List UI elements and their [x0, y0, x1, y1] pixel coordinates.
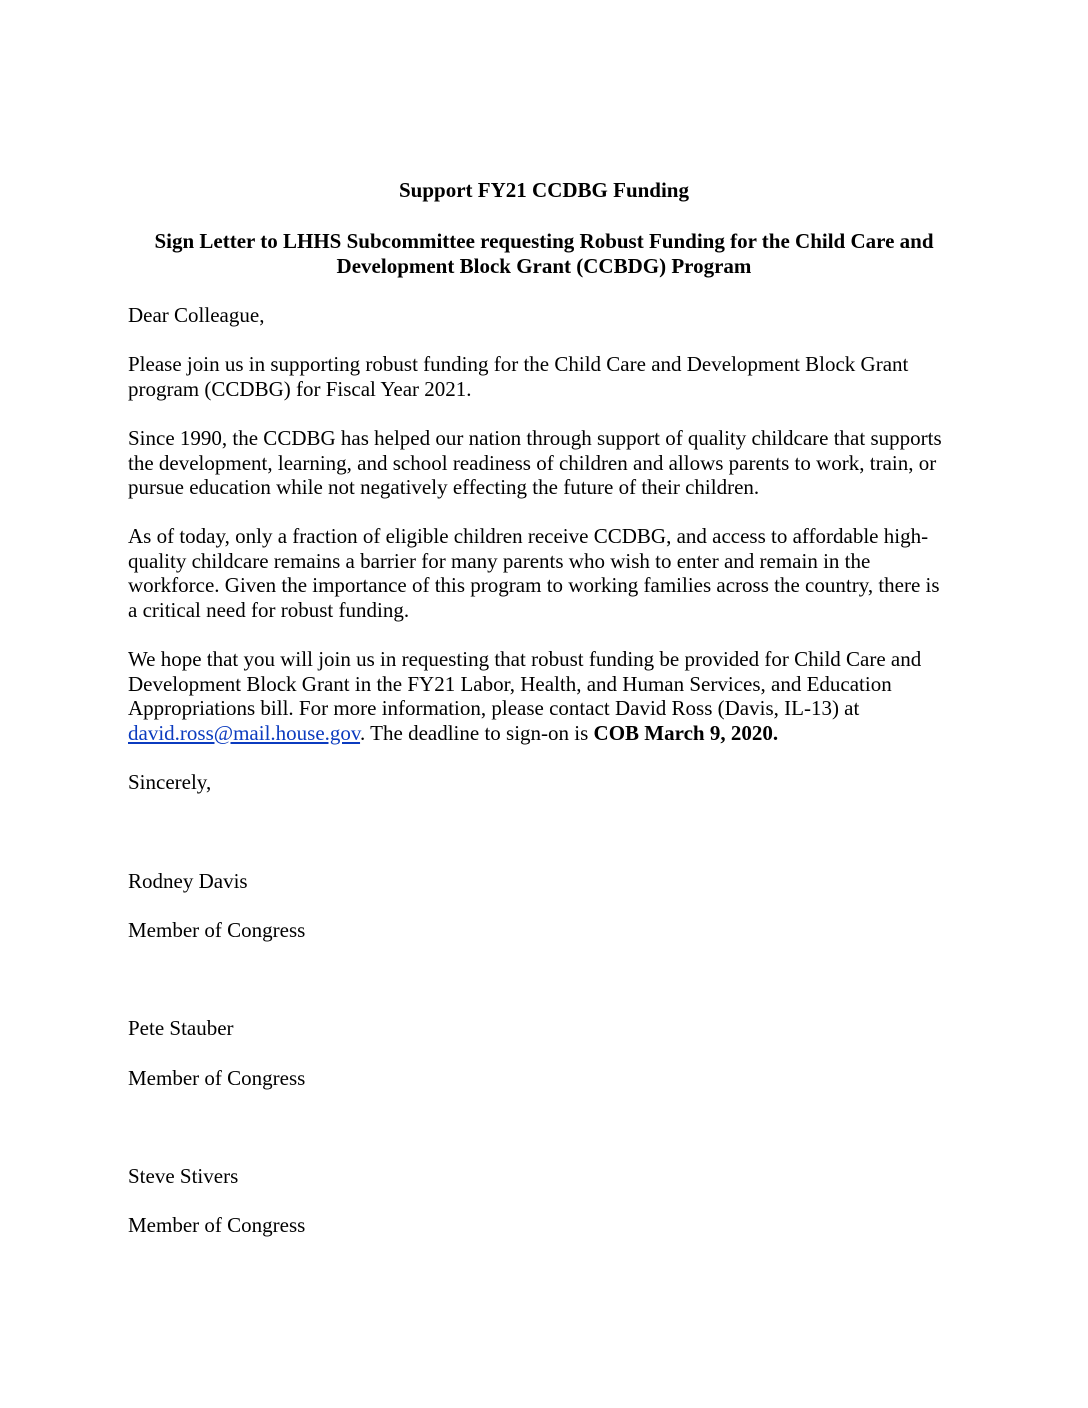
salutation: Dear Colleague,: [128, 303, 265, 327]
page-subtitle: [0, 229, 1088, 278]
paragraph-need: [128, 524, 968, 622]
paragraph-line: Development Block Grant in the FY21 Labor, Health, and Human Services, and Education: [128, 671, 892, 696]
page-title: Support FY21 CCDBG Funding: [399, 178, 689, 202]
paragraph-line: pursue education while not negatively effecting the future of their children.: [128, 475, 760, 499]
signatory-name: Pete Stauber: [128, 1016, 234, 1040]
paragraph-history: [128, 426, 968, 500]
subtitle-line: Sign Letter to LHHS Subcommittee requesting Robust Funding for the Child Care and: [154, 229, 934, 253]
signatory-title: Member of Congress: [128, 1213, 306, 1237]
paragraph-line: We hope that you will join us in requesting that robust funding be provided for Child Care and: [128, 647, 922, 671]
signatory-title: Member of Congress: [128, 1066, 306, 1090]
deadline-text: . The deadline to sign-on is: [360, 720, 594, 745]
paragraph-line: the development, learning, and school readiness of children and allows parents to work, train, or: [128, 450, 937, 475]
paragraph-line: Please join us in supporting robust funding for the Child Care and Development Block Grant: [128, 352, 909, 376]
signatory-name: Rodney Davis: [128, 869, 248, 893]
signatory-name: Steve Stivers: [128, 1164, 239, 1188]
paragraph-line: As of today, only a fraction of eligible children receive CCDBG, and access to affordable high-: [128, 524, 929, 548]
paragraph-line-contact: [128, 721, 968, 746]
paragraph-line: Appropriations bill. For more information, please contact David Ross (Davis, IL-13) at: [128, 696, 860, 720]
paragraph-line: quality childcare remains a barrier for many parents who wish to enter and remain in the: [128, 548, 871, 573]
paragraph-line: a critical need for robust funding.: [128, 597, 410, 622]
paragraph-line: program (CCDBG) for Fiscal Year 2021.: [128, 376, 472, 401]
subtitle-line: Development Block Grant (CCBDG) Program: [336, 253, 752, 278]
deadline-date: COB March 9, 2020.: [593, 720, 779, 745]
paragraph-intro: [128, 352, 968, 401]
closing: Sincerely,: [128, 770, 212, 794]
signatory-title: Member of Congress: [128, 918, 306, 942]
contact-email-link[interactable]: david.ross@mail.house.gov: [128, 720, 361, 745]
paragraph-request: [128, 647, 968, 745]
paragraph-line: Since 1990, the CCDBG has helped our nation through support of quality childcare that supports: [128, 426, 942, 450]
paragraph-line: workforce. Given the importance of this program to working families across the country, there is: [128, 573, 940, 597]
